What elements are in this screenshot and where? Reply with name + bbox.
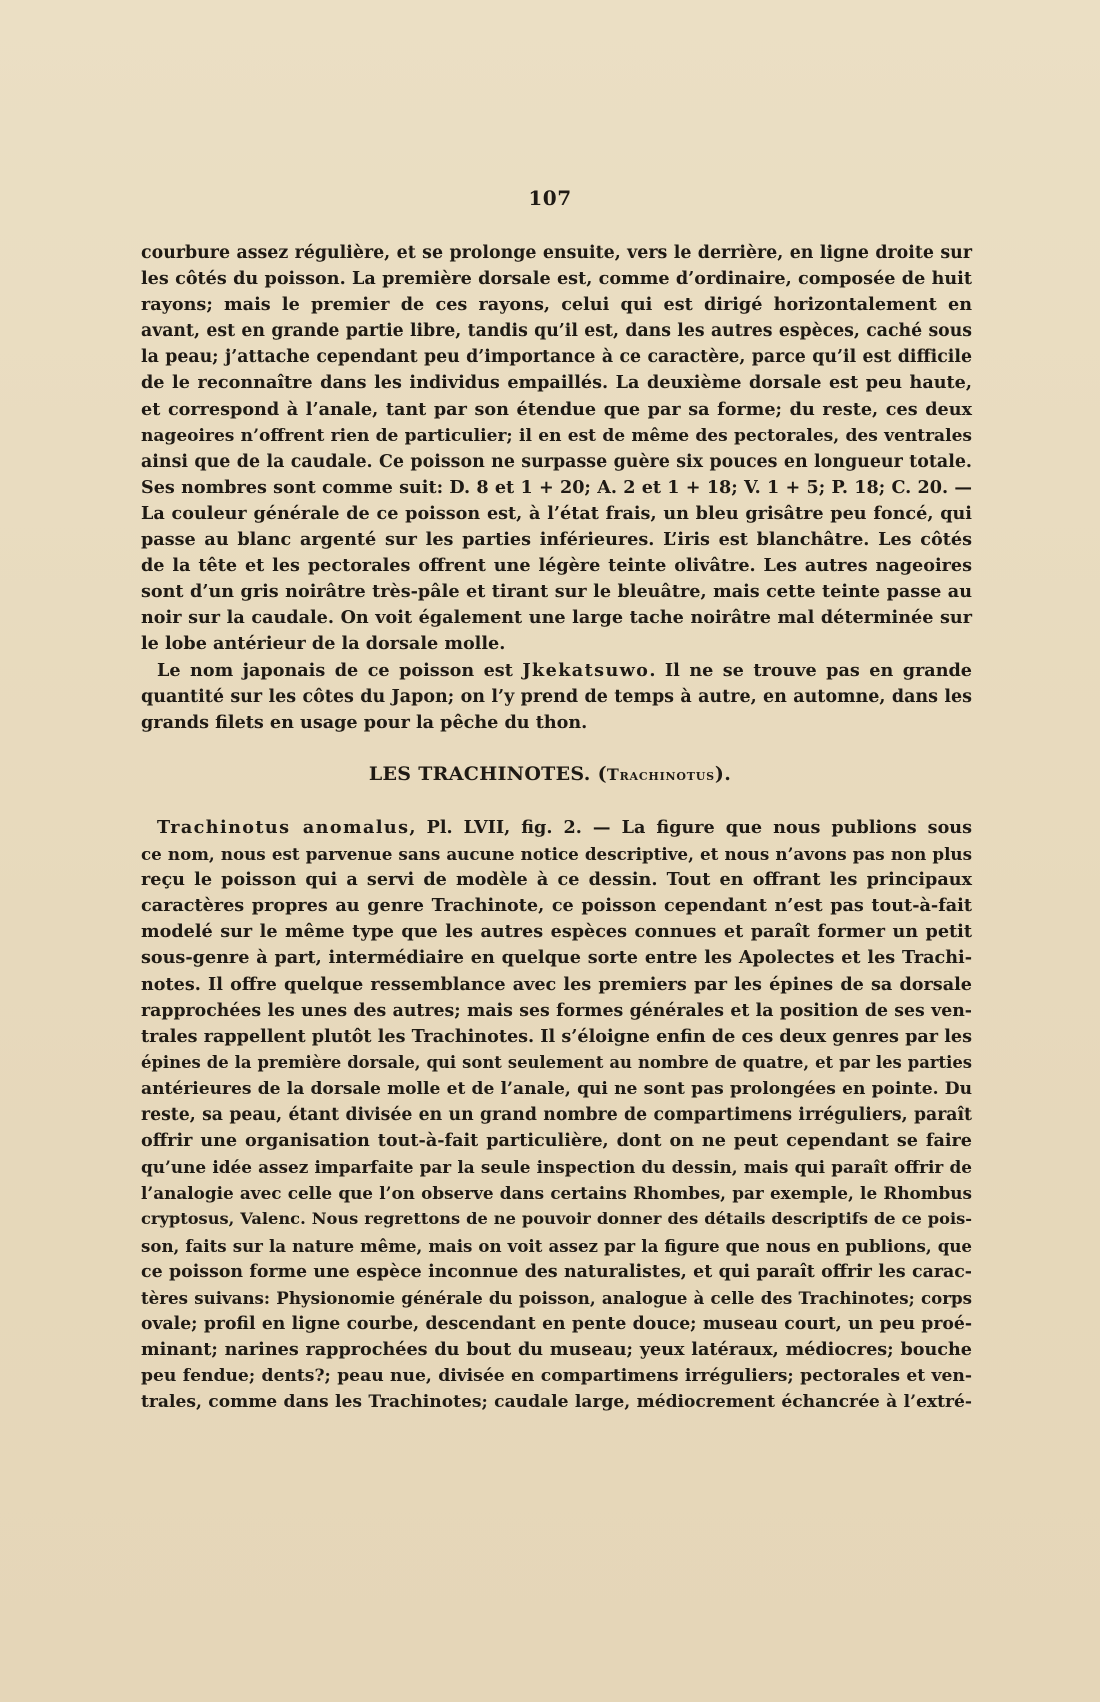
text-line: [141, 658, 972, 684]
text-segment: Le nom japonais de ce poisson est: [157, 659, 523, 681]
text-line: notes. Il offre quelque ressemblance avec les premiers par les épines de sa dorsale: [141, 973, 972, 995]
text-line: de le reconnaître dans les individus empaillés. La deuxième dorsale est peu haute,: [141, 372, 972, 394]
text-line: reste, sa peau, étant divisée en un grand nombre de compartimens irréguliers, paraît: [141, 1105, 972, 1126]
text-line: peu fendue; dents?; peau nue, divisée en compartimens irréguliers; pectorales et ven-: [141, 1365, 972, 1386]
paragraph-fish-description: [141, 240, 972, 658]
text-line: le lobe antérieur de la dorsale molle.: [141, 633, 506, 655]
text-line: ce poisson forme une espèce inconnue des naturalistes, et qui paraît offrir les carac-: [141, 1261, 972, 1282]
text-segment: , Pl. LVII, fig. 2. — La figure que nous publions sous: [409, 817, 973, 838]
text-line: épines de la première dorsale, qui sont seulement au nombre de quatre, et par les parties: [141, 1052, 972, 1072]
text-line: minant; narines rapprochées du bout du museau; yeux latéraux, médiocres; bouche: [141, 1338, 972, 1360]
paragraph-japanese-name: [141, 658, 972, 736]
text-line: La couleur générale de ce poisson est, à l’état frais, un bleu grisâtre peu foncé, qui: [141, 502, 972, 524]
heading-paren: ).: [714, 763, 732, 785]
text-line: [141, 815, 972, 841]
text-line: passe au blanc argenté sur les parties inférieures. L’iris est blanchâtre. Les côtés: [141, 529, 972, 551]
text-line: nageoires n’offrent rien de particulier; il en est de même des pectorales, des ventrales: [141, 425, 972, 446]
text-line: offrir une organisation tout-à-fait particulière, dont on ne peut cependant se faire: [141, 1130, 972, 1152]
text-line: de la tête et les pectorales offrent une légère teinte olivâtre. Les autres nageoires: [141, 555, 972, 577]
text-line: ce nom, nous est parvenue sans aucune notice descriptive, et nous n’avons pas non plus: [141, 844, 972, 865]
text-line: Ses nombres sont comme suit: D. 8 et 1 + 20; A. 2 et 1 + 18; V. 1 + 5; P. 18; C. 20. —: [141, 476, 972, 498]
text-line: sont d’un gris noirâtre très-pâle et tirant sur le bleuâtre, mais cette teinte passe au: [141, 581, 972, 603]
text-line: reçu le poisson qui a servi de modèle à ce dessin. Tout en offrant les principaux: [141, 869, 972, 891]
text-line: qu’une idée assez imparfaite par la seule inspection du dessin, mais qui paraît offrir de: [141, 1157, 972, 1178]
text-line: sous-genre à part, intermédiaire en quelque sorte entre les Apolectes et les Trachi-: [141, 947, 972, 969]
text-line: ainsi que de la caudale. Ce poisson ne surpasse guère six pouces en longueur totale.: [141, 451, 972, 472]
text-line: l’analogie avec celle que l’on observe dans certains Rhombes, par exemple, le Rhombus: [141, 1183, 972, 1204]
section-heading: [0, 763, 1100, 785]
japanese-fish-name: Jkekatsuwo: [522, 659, 650, 681]
text-line: caractères propres au genre Trachinote, ce poisson cependant n’est pas tout-à-fait: [141, 895, 972, 917]
text-line: noir sur la caudale. On voit également une large tache noirâtre mal déterminée sur: [141, 607, 972, 629]
text-line: tères suivans: Physionomie générale du poisson, analogue à celle des Trachinotes; corps: [141, 1287, 972, 1308]
text-line: la peau; j’attache cependant peu d’importance à ce caractère, parce qu’il est difficile: [141, 347, 972, 368]
text-line: son, faits sur la nature même, mais on voit assez par la figure que nous en publions, que: [141, 1235, 972, 1256]
text-line: ovale; profil en ligne courbe, descendant en pente douce; museau court, un peu proé-: [141, 1313, 972, 1334]
species-description: [141, 815, 972, 1415]
text-line: cryptosus, Valenc. Nous regrettons de ne pouvoir donner des détails descriptifs de ce pois-: [141, 1209, 972, 1229]
text-line: trales rappellent plutôt les Trachinotes. Il s’éloigne enfin de ces deux genres par les: [141, 1025, 972, 1047]
section-heading-title: LES TRACHINOTES.: [368, 763, 591, 785]
text-line: et correspond à l’anale, tant par son étendue que par sa forme; du reste, ces deux: [141, 398, 972, 420]
text-line: trales, comme dans les Trachinotes; caudale large, médiocrement échancrée à l’extré-: [141, 1392, 972, 1413]
text-line: rapprochées les unes des autres; mais ses formes générales et la position de ses ven-: [141, 1000, 972, 1021]
text-line: les côtés du poisson. La première dorsale est, comme d’ordinaire, composée de huit: [141, 268, 972, 290]
text-line: rayons; mais le premier de ces rayons, celui qui est dirigé horizontalement en: [141, 294, 972, 316]
text-line: modelé sur le même type que les autres espèces connues et paraît former un petit: [141, 921, 972, 943]
text-line: grands filets en usage pour la pêche du thon.: [141, 711, 588, 733]
page-number: 107: [528, 186, 572, 210]
description-continued: [141, 240, 972, 736]
text-line: courbure assez régulière, et se prolonge ensuite, vers le derrière, en ligne droite sur: [141, 243, 972, 263]
heading-paren: (: [597, 763, 607, 785]
text-line: avant, est en grande partie libre, tandis qu’il est, dans les autres espèces, caché sous: [141, 321, 972, 342]
text-line: antérieures de la dorsale molle et de l’anale, qui ne sont pas prolongées en pointe. Du: [141, 1078, 972, 1099]
text-segment: . Il ne se trouve pas en grande: [649, 659, 972, 681]
species-name: Trachinotus anomalus: [157, 817, 410, 838]
heading-genus: Trachinotus: [606, 765, 715, 784]
text-line: quantité sur les côtes du Japon; on l’y prend de temps à autre, en automne, dans les: [141, 686, 972, 707]
